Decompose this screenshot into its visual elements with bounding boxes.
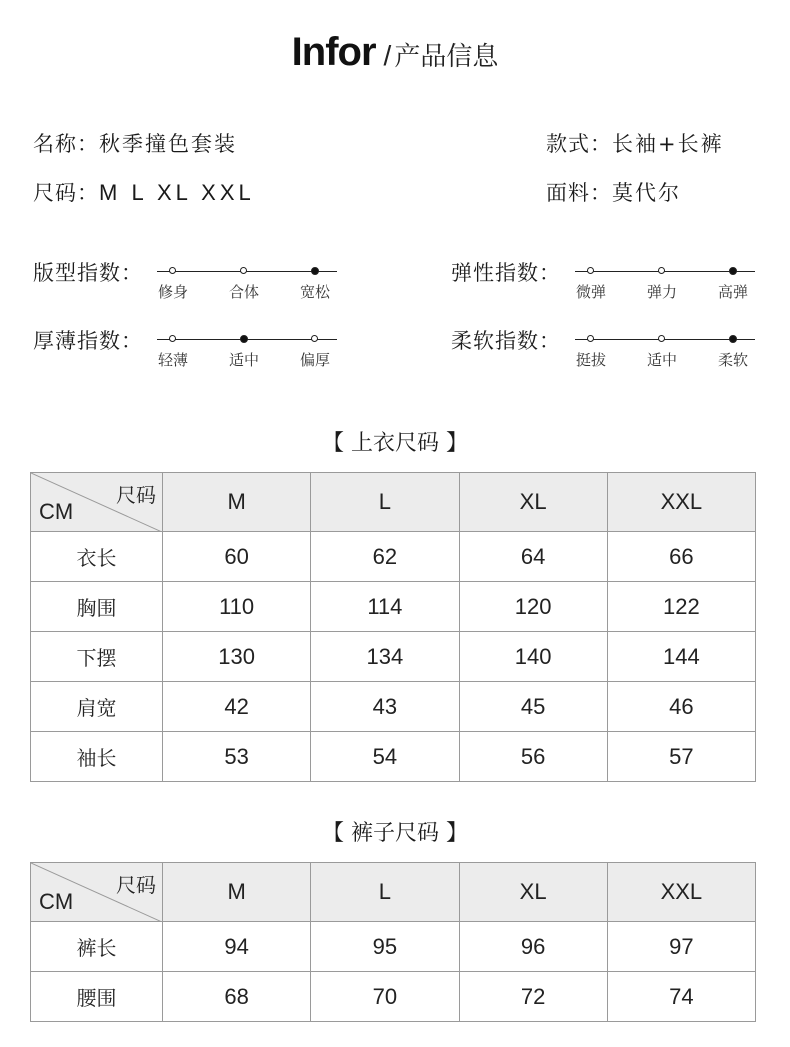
column-header: XXL [607, 863, 755, 922]
scale-dot [658, 267, 665, 274]
scale-option-label: 轻薄 [157, 351, 189, 369]
table-row [31, 922, 756, 972]
table-cell: 122 [607, 582, 755, 632]
table-cell: 97 [607, 922, 755, 972]
scale-dot [587, 335, 594, 342]
pants-size-table [30, 862, 756, 1022]
table-row [31, 582, 756, 632]
fit-index-scale [33, 257, 363, 307]
table-header-row [31, 863, 756, 922]
table-row [31, 532, 756, 582]
scale-option-label: 挺拔 [575, 351, 607, 369]
table-cell: 95 [311, 922, 459, 972]
size-label: 尺码： [33, 181, 99, 205]
table-cell: 60 [163, 532, 311, 582]
title-english: Infor [291, 30, 376, 74]
table-cell: 72 [459, 972, 607, 1022]
table-cell: 130 [163, 632, 311, 682]
table-cell: 42 [163, 682, 311, 732]
column-header: M [163, 863, 311, 922]
table-cell: 96 [459, 922, 607, 972]
table-cell: 134 [311, 632, 459, 682]
scale-line [157, 271, 337, 272]
row-label: 腰围 [31, 972, 163, 1022]
table-cell: 53 [163, 732, 311, 782]
thickness-index-scale [33, 325, 363, 375]
scale-dot [169, 267, 176, 274]
top-size-table [30, 472, 756, 782]
scale-dot-selected [729, 335, 737, 343]
fabric-value: 莫代尔 [612, 181, 681, 205]
scale-dot-selected [311, 267, 319, 275]
scale-label: 柔软指数： [451, 329, 561, 353]
column-header: XXL [607, 473, 755, 532]
table-row [31, 972, 756, 1022]
size-value: M L XL XXL [99, 180, 255, 205]
row-label: 下摆 [31, 632, 163, 682]
scale-option-label: 柔软 [717, 351, 749, 369]
scale-line [575, 339, 755, 340]
corner-unit-label: CM [39, 889, 74, 914]
table-cell: 43 [311, 682, 459, 732]
scale-option-label: 修身 [157, 283, 189, 301]
table-corner-cell [31, 473, 163, 532]
row-label: 衣长 [31, 532, 163, 582]
pants-size-title: 【 裤子尺码 】 [322, 821, 468, 846]
scale-option-label: 适中 [646, 351, 678, 369]
scale-option-label: 弹力 [646, 283, 678, 301]
scale-option-label: 宽松 [299, 283, 331, 301]
table-cell: 45 [459, 682, 607, 732]
scale-label: 厚薄指数： [33, 329, 143, 353]
table-header-row [31, 473, 756, 532]
table-row [31, 682, 756, 732]
table-cell: 144 [607, 632, 755, 682]
table-cell: 114 [311, 582, 459, 632]
softness-index-scale [451, 325, 781, 375]
table-cell: 68 [163, 972, 311, 1022]
scale-dot [587, 267, 594, 274]
top-size-title: 【 上衣尺码 】 [322, 431, 468, 456]
scale-dot [240, 267, 247, 274]
scale-line [575, 271, 755, 272]
column-header: XL [459, 863, 607, 922]
row-label: 肩宽 [31, 682, 163, 732]
scale-dot-selected [729, 267, 737, 275]
table-cell: 57 [607, 732, 755, 782]
info-fabric [546, 177, 681, 207]
corner-size-label: 尺码 [116, 873, 156, 897]
scale-dot [658, 335, 665, 342]
table-row [31, 632, 756, 682]
scale-option-label: 高弹 [717, 283, 749, 301]
title-chinese: 产品信息 [394, 42, 499, 72]
style-label: 款式： [546, 132, 612, 156]
scale-dot-selected [240, 335, 248, 343]
page-title [0, 30, 790, 75]
column-header: L [311, 473, 459, 532]
column-header: L [311, 863, 459, 922]
table-cell: 56 [459, 732, 607, 782]
name-label: 名称： [33, 132, 99, 156]
scale-label: 弹性指数： [451, 261, 561, 285]
scale-option-label: 适中 [228, 351, 260, 369]
table-row [31, 732, 756, 782]
scale-option-label: 微弹 [575, 283, 607, 301]
corner-unit-label: CM [39, 499, 74, 524]
table-body [31, 532, 756, 782]
corner-size-label: 尺码 [116, 483, 156, 507]
title-separator: / [383, 40, 392, 71]
table-cell: 66 [607, 532, 755, 582]
table-cell: 64 [459, 532, 607, 582]
info-name [33, 128, 237, 158]
row-label: 胸围 [31, 582, 163, 632]
table-cell: 54 [311, 732, 459, 782]
column-header: M [163, 473, 311, 532]
scale-option-label: 偏厚 [299, 351, 331, 369]
scale-option-label: 合体 [228, 283, 260, 301]
table-body [31, 922, 756, 1022]
table-cell: 120 [459, 582, 607, 632]
table-cell: 74 [607, 972, 755, 1022]
table-cell: 94 [163, 922, 311, 972]
row-label: 袖长 [31, 732, 163, 782]
name-value: 秋季撞色套装 [99, 132, 237, 156]
scale-dot [169, 335, 176, 342]
row-label: 裤长 [31, 922, 163, 972]
elasticity-index-scale [451, 257, 781, 307]
table-cell: 62 [311, 532, 459, 582]
scale-dot [311, 335, 318, 342]
column-header: XL [459, 473, 607, 532]
table-cell: 110 [163, 582, 311, 632]
info-size [33, 177, 255, 207]
table-cell: 70 [311, 972, 459, 1022]
style-value: 长袖+长裤 [612, 132, 724, 156]
table-cell: 140 [459, 632, 607, 682]
table-corner-cell [31, 863, 163, 922]
scale-label: 版型指数： [33, 261, 143, 285]
table-cell: 46 [607, 682, 755, 732]
fabric-label: 面料： [546, 181, 612, 205]
info-style [546, 128, 724, 158]
